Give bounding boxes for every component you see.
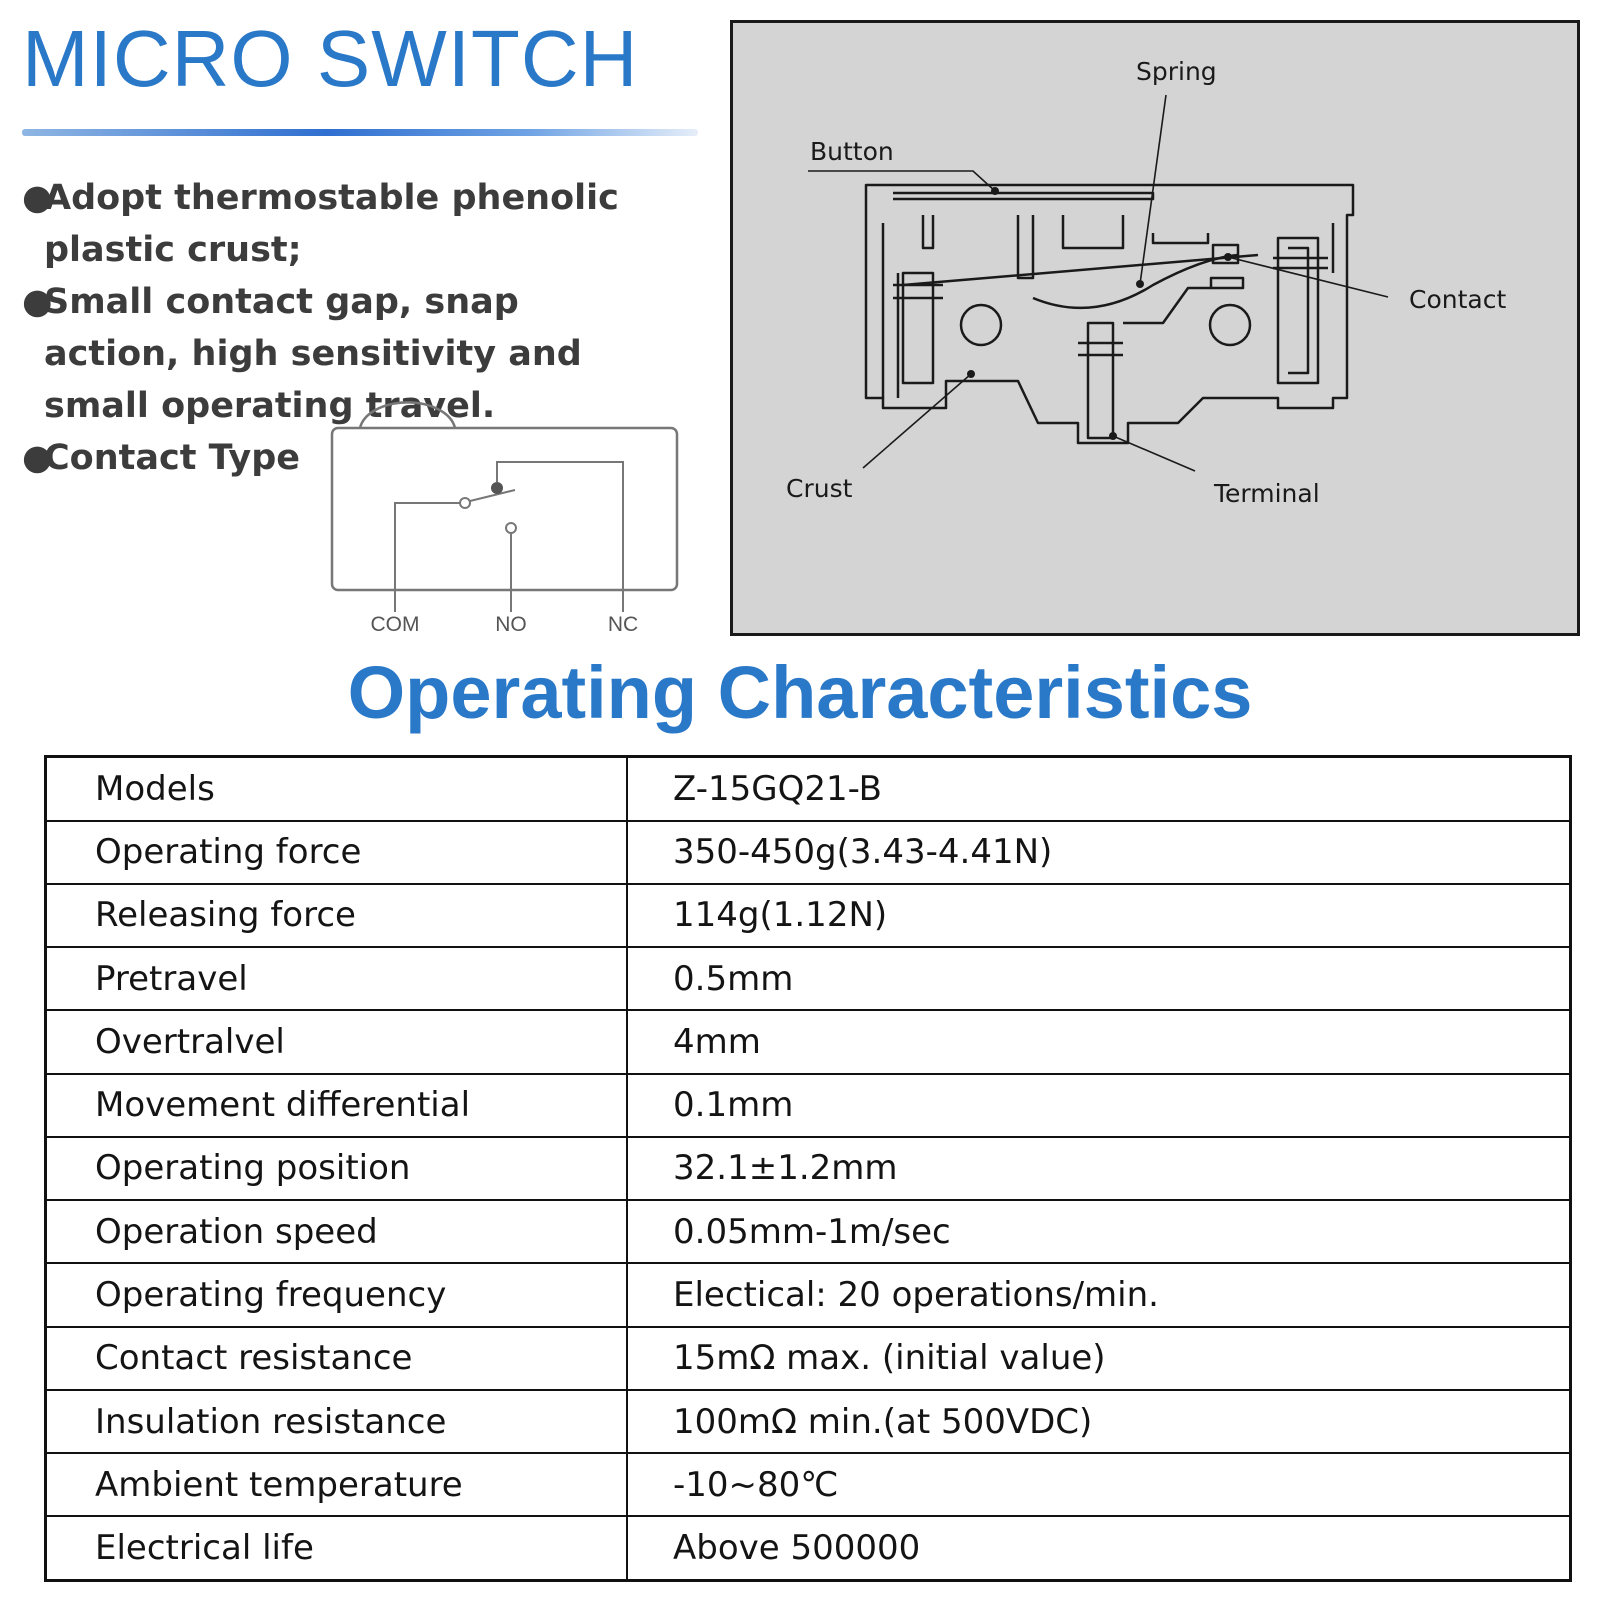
table-row [46,1263,1571,1326]
housing-outline [866,185,1353,443]
feature-text: Contact Type [44,438,300,478]
feature-text: Adopt thermostable phenolic plastic crust; [44,178,619,270]
left-terminal [883,273,933,398]
spec-name: Operation speed [46,1200,628,1263]
spec-value: 114g(1.12N) [627,884,1571,947]
table-row [46,821,1571,884]
table-row [46,1200,1571,1263]
spec-name: Movement differential [46,1074,628,1137]
contact-type-diagram [325,390,695,650]
spec-value: 4mm [627,1010,1571,1073]
title-underline [22,129,698,136]
button-leader [808,171,995,191]
mount-hole-left [961,305,1001,345]
spec-value: Electical: 20 operations/min. [627,1263,1571,1326]
spring-curve [1033,255,1238,308]
table-row [46,1390,1571,1453]
feature-item [22,172,722,276]
spec-name: Overtralvel [46,1010,628,1073]
page-title: MICRO SWITCH [22,14,639,103]
terminal-label-nc: NC [607,613,639,636]
table-row [46,884,1571,947]
fixed-contact [1211,245,1243,288]
terminal-label-no: NO [495,613,527,636]
spec-value: 32.1±1.2mm [627,1137,1571,1200]
table-row [46,1453,1571,1516]
table-row [46,757,1571,821]
spec-value: 0.05mm-1m/sec [627,1200,1571,1263]
bullet-icon: ● [22,282,53,322]
bullet-icon: ● [22,178,53,218]
spec-value: 15mΩ max. (initial value) [627,1327,1571,1390]
table-row [46,1010,1571,1073]
cross-section-drawing [733,23,1577,633]
spring-leader [1140,95,1166,284]
spec-value: 350-450g(3.43-4.41N) [627,821,1571,884]
com-pivot [460,498,470,508]
spec-name: Electrical life [46,1516,628,1580]
label-contact: Contact [1409,285,1507,314]
label-terminal: Terminal [1214,479,1320,508]
spec-name: Operating position [46,1137,628,1200]
spec-name: Insulation resistance [46,1390,628,1453]
spec-value: -10~80℃ [627,1453,1571,1516]
spec-name: Ambient temperature [46,1453,628,1516]
mount-hole-right [1210,305,1250,345]
feature-text: Small contact gap, snap action, high sensitivity and small operating travel. [44,282,582,426]
spec-name: Contact resistance [46,1327,628,1390]
table-row [46,947,1571,1010]
com-lead [395,503,463,612]
spec-value: Above 500000 [627,1516,1571,1580]
section-title: Operating Characteristics [347,651,1253,734]
spec-name: Models [46,757,628,821]
switch-housing [332,428,677,590]
nc-contact-point [491,482,503,494]
label-button: Button [810,137,894,166]
spec-value: Z-15GQ21-B [627,757,1571,821]
spec-value: 100mΩ min.(at 500VDC) [627,1390,1571,1453]
spec-name: Operating force [46,821,628,884]
crust-leader [863,374,971,468]
button-part [923,215,1033,278]
actuator-bump [360,402,455,428]
table-row [46,1137,1571,1200]
spec-value: 0.1mm [627,1074,1571,1137]
no-contact-point [506,523,516,533]
right-terminal [1278,238,1318,383]
spring-leaf [903,255,1258,285]
terminal-label-com: COM [370,613,420,636]
label-crust: Crust [786,474,853,503]
spec-value: 0.5mm [627,947,1571,1010]
table-row [46,1516,1571,1580]
label-spring: Spring [1136,57,1217,86]
center-terminal [1078,323,1123,438]
spec-name: Operating frequency [46,1263,628,1326]
table-row [46,1074,1571,1137]
spec-name: Pretravel [46,947,628,1010]
terminal-leader [1113,436,1195,471]
bullet-icon: ● [22,438,53,478]
cross-section-figure [730,20,1580,636]
operating-characteristics-table [44,755,1572,1582]
spec-name: Releasing force [46,884,628,947]
table-row [46,1327,1571,1390]
